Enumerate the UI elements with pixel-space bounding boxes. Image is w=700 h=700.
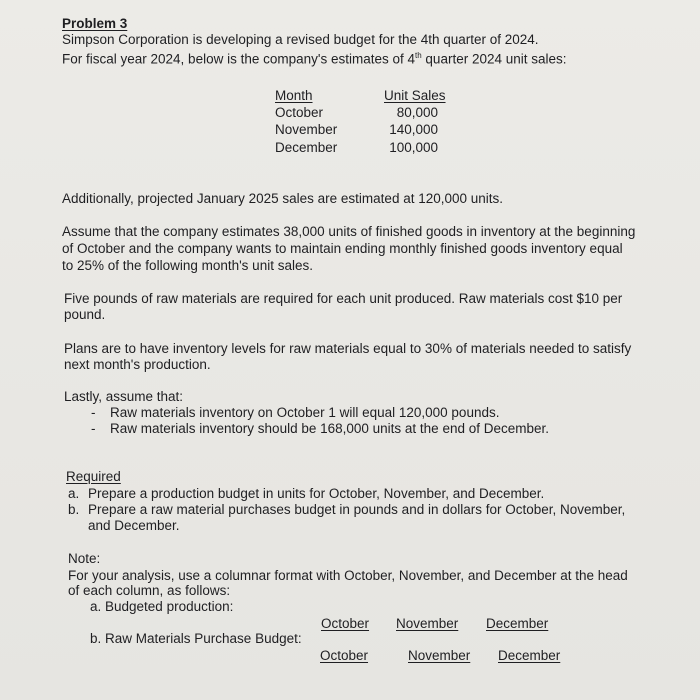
note-line-2: of each column, as follows: (68, 583, 231, 598)
raw-materials-line-2: pound. (64, 307, 106, 322)
column-header-december: December (486, 616, 549, 631)
table-row-month: December (275, 140, 338, 155)
column-header-october: October (321, 616, 370, 631)
budgeted-production-label: a. Budgeted production: (90, 599, 234, 614)
january-paragraph: Additionally, projected January 2025 sales are estimated at 120,000 units. (62, 191, 504, 206)
required-heading: Required (66, 469, 121, 484)
table-row-value: 80,000 (396, 105, 438, 120)
table-row-month: October (275, 105, 324, 120)
raw-materials-budget-label: b. Raw Materials Purchase Budget: (90, 631, 302, 646)
required-item-b-line-1: Prepare a raw material purchases budget in pounds and in dollars for October, November, (88, 502, 626, 517)
column-header-november: November (408, 648, 471, 663)
plans-line-2: next month's production. (64, 357, 211, 372)
required-item-a: Prepare a production budget in units for October, November, and December. (88, 486, 545, 501)
bullet-item-1: Raw materials inventory on October 1 will equal 120,000 pounds. (110, 405, 500, 420)
bullet-item-2: Raw materials inventory should be 168,000 units at the end of December. (110, 421, 550, 436)
table-row-month: November (275, 122, 338, 137)
table-row-value: 100,000 (389, 140, 438, 155)
column-header-december: December (498, 648, 561, 663)
plans-line-1: Plans are to have inventory levels for raw materials equal to 30% of materials needed to satisfy (64, 341, 632, 356)
inventory-line-2: of October and the company wants to maintain ending monthly finished goods inventory equal (62, 241, 623, 256)
intro-line-2: For fiscal year 2024, below is the company's estimates of 4th quarter 2024 unit sales: (62, 51, 567, 67)
bullet-marker: - (91, 421, 96, 436)
inventory-line-1: Assume that the company estimates 38,000 units of finished goods in inventory at the beginning (62, 224, 636, 239)
intro-line-1: Simpson Corporation is developing a revised budget for the 4th quarter of 2024. (62, 32, 539, 47)
month-header: Month (275, 88, 313, 103)
raw-materials-line-1: Five pounds of raw materials are required for each unit produced. Raw materials cost $10 per (64, 291, 623, 306)
bullet-marker: - (91, 405, 96, 420)
table-row-value: 140,000 (389, 122, 438, 137)
column-header-october: October (320, 648, 369, 663)
column-header-november: November (396, 616, 459, 631)
required-item-b-line-2: and December. (88, 518, 180, 533)
note-line-1: For your analysis, use a columnar format with October, November, and December at the head (68, 568, 628, 583)
required-marker-a: a. (68, 486, 80, 501)
inventory-line-3: to 25% of the following month's unit sales. (62, 258, 313, 273)
lastly-heading: Lastly, assume that: (64, 389, 184, 404)
required-marker-b: b. (68, 502, 80, 517)
note-heading: Note: (68, 551, 101, 566)
unit-sales-header: Unit Sales (384, 88, 446, 103)
problem-title: Problem 3 (62, 16, 128, 31)
